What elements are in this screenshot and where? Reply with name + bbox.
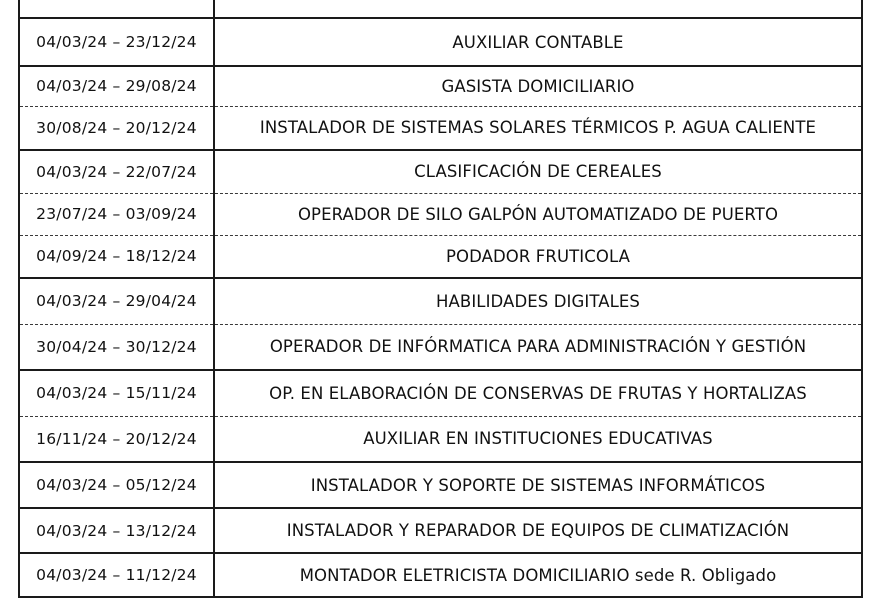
course-name-cell: OP. EN ELABORACIÓN DE CONSERVAS DE FRUTAS Y HORTALIZAS (214, 370, 862, 416)
table-row (19, 150, 862, 193)
course-name-cell: INSTALADOR DE SISTEMAS SOLARES TÉRMICOS P. AGUA CALIENTE (214, 106, 862, 150)
course-name-cell: CLASIFICACIÓN DE CEREALES (214, 150, 862, 193)
date-range-cell: 04/03/24 – 13/12/24 (19, 508, 214, 553)
date-range-cell: 04/03/24 – 11/12/24 (19, 553, 214, 597)
date-range-cell: 23/07/24 – 03/09/24 (19, 193, 214, 235)
table-row (19, 324, 862, 370)
date-range-cell: 04/03/24 – 05/12/24 (19, 462, 214, 508)
date-range-cell: 04/09/24 – 18/12/24 (19, 235, 214, 278)
date-range-cell: 04/03/24 – 22/07/24 (19, 150, 214, 193)
date-range-cell: 16/11/24 – 20/12/24 (19, 416, 214, 462)
date-range-cell: 04/03/24 – 29/08/24 (19, 66, 214, 106)
date-range-cell: 04/03/24 – 15/11/24 (19, 370, 214, 416)
table-row (19, 370, 862, 416)
course-name-cell: GASISTA DOMICILIARIO (214, 66, 862, 106)
date-range-cell: 04/03/24 – 29/04/24 (19, 278, 214, 324)
course-name-cell: HABILIDADES DIGITALES (214, 278, 862, 324)
table-row (19, 193, 862, 235)
course-name-cell (214, 0, 862, 18)
date-range-cell: 30/04/24 – 30/12/24 (19, 324, 214, 370)
course-name-cell: OPERADOR DE INFÓRMATICA PARA ADMINISTRACIÓN Y GESTIÓN (214, 324, 862, 370)
table-row (19, 235, 862, 278)
table-row (19, 553, 862, 597)
table-row (19, 0, 862, 18)
course-schedule-body (19, 0, 862, 597)
table-row (19, 66, 862, 106)
course-name-cell: INSTALADOR Y REPARADOR DE EQUIPOS DE CLIMATIZACIÓN (214, 508, 862, 553)
table-row (19, 278, 862, 324)
table-row (19, 508, 862, 553)
course-name-cell: AUXILIAR CONTABLE (214, 18, 862, 66)
course-name-cell: MONTADOR ELETRICISTA DOMICILIARIO sede R. Obligado (214, 553, 862, 597)
course-schedule-table (18, 0, 863, 598)
course-name-cell: OPERADOR DE SILO GALPÓN AUTOMATIZADO DE PUERTO (214, 193, 862, 235)
date-range-cell (19, 0, 214, 18)
table-row (19, 18, 862, 66)
date-range-cell: 30/08/24 – 20/12/24 (19, 106, 214, 150)
table-row (19, 462, 862, 508)
table-row (19, 106, 862, 150)
course-name-cell: AUXILIAR EN INSTITUCIONES EDUCATIVAS (214, 416, 862, 462)
date-range-cell: 04/03/24 – 23/12/24 (19, 18, 214, 66)
course-name-cell: PODADOR FRUTICOLA (214, 235, 862, 278)
course-name-cell: INSTALADOR Y SOPORTE DE SISTEMAS INFORMÁTICOS (214, 462, 862, 508)
table-row (19, 416, 862, 462)
